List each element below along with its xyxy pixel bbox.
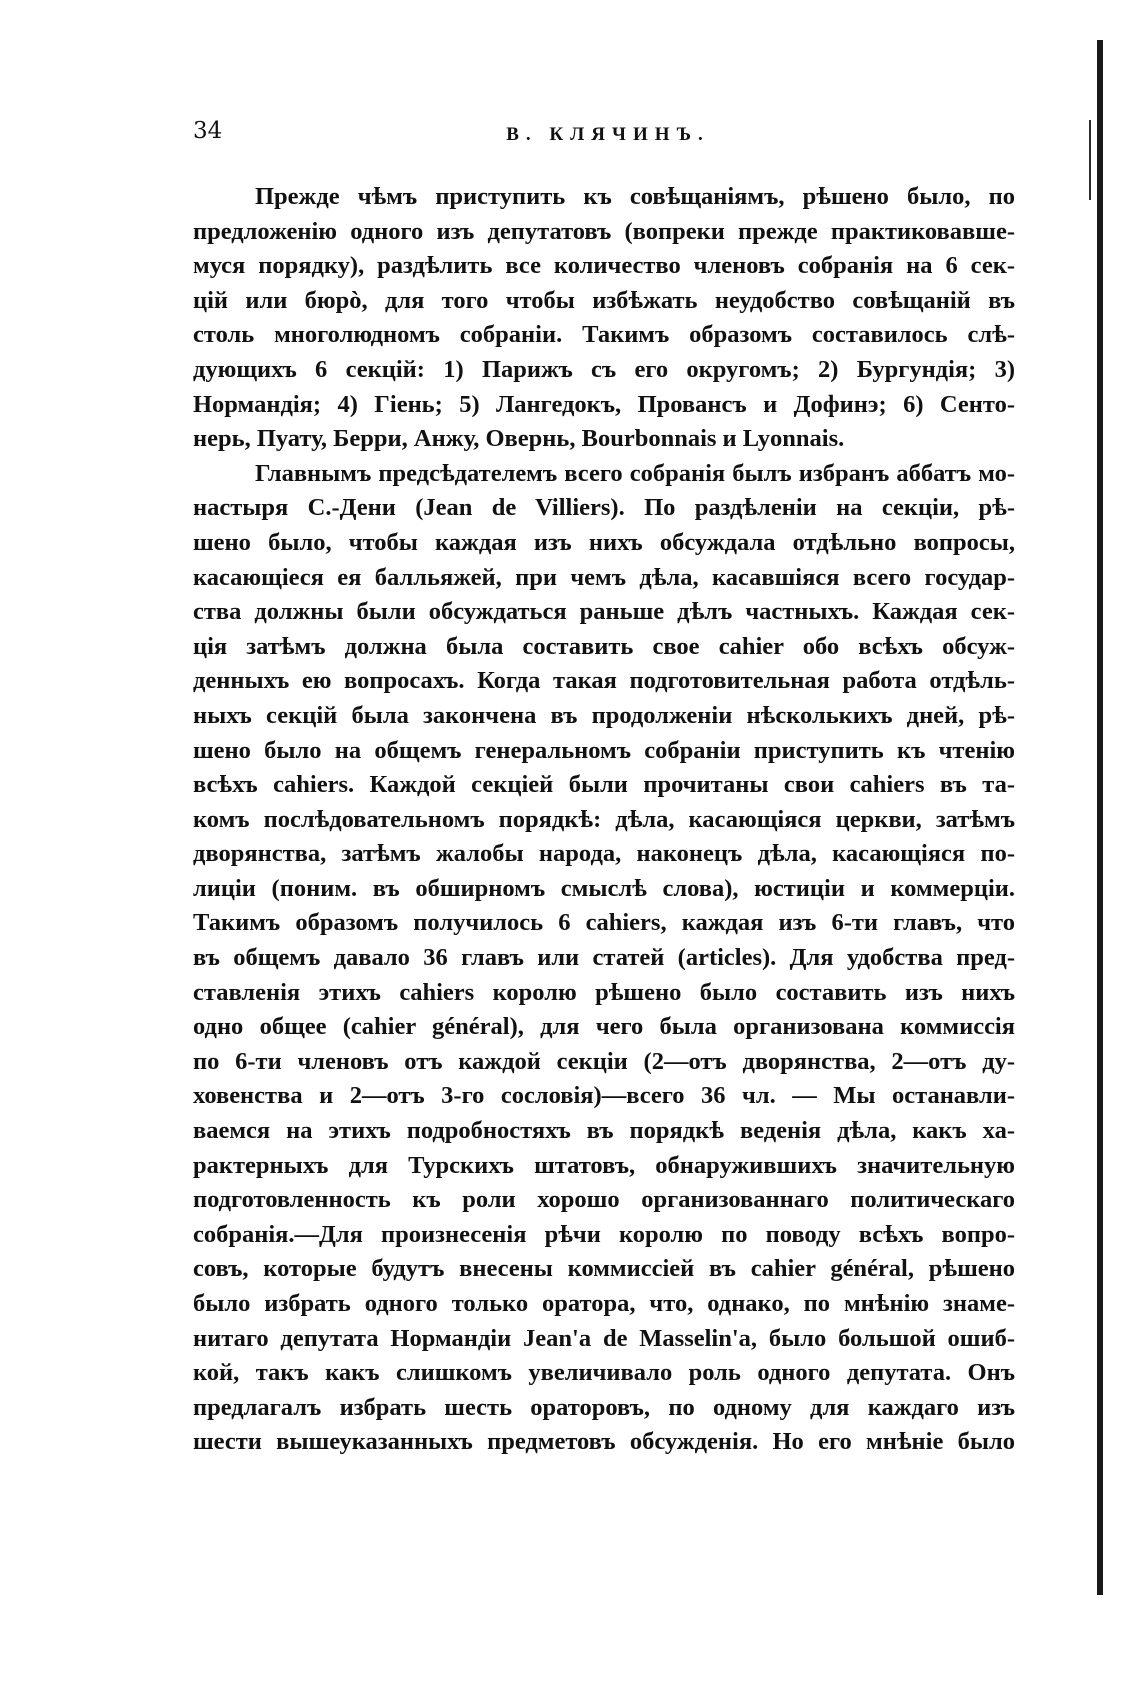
text-line: ція затѣмъ должна была составить свое cahier обо всѣхъ обсуж- xyxy=(193,632,1015,660)
page-header xyxy=(193,112,1023,152)
text-line: ства должны были обсуждаться раньше дѣлъ частныхъ. Каждая сек- xyxy=(193,598,1015,626)
text-line: собранія.—Для произнесенія рѣчи королю по поводу всѣхъ вопро- xyxy=(193,1220,1015,1248)
text-line: денныхъ ею вопросахъ. Когда такая подготовительная работа отдѣль- xyxy=(193,667,1015,695)
text-line: столь многолюдномъ собраніи. Такимъ образомъ составилось слѣ- xyxy=(193,321,1015,349)
text-line: комъ послѣдовательномъ порядкѣ: дѣла, касающіяся церкви, затѣмъ xyxy=(193,805,1015,833)
text-line: шено было, чтобы каждая изъ нихъ обсуждала отдѣльно вопросы, xyxy=(193,528,1015,556)
body-text xyxy=(193,180,1015,1460)
text-line: шено было на общемъ генеральномъ собраніи приступить къ чтенію xyxy=(193,736,1015,764)
running-title: В. КЛЯЧИНЪ. xyxy=(506,124,710,145)
text-line: совъ, которые будутъ внесены коммиссіей въ cahier général, рѣшено xyxy=(193,1255,1015,1283)
text-line: лиціи (поним. въ обширномъ смыслѣ слова), юстиціи и коммерціи. xyxy=(193,874,1015,902)
text-line: одно общее (cahier général), для чего была организована коммиссія xyxy=(193,1013,1015,1041)
text-line: дворянства, затѣмъ жалобы народа, наконецъ дѣла, касающіяся по- xyxy=(193,840,1015,868)
text-line: ставленія этихъ cahiers королю рѣшено было составить изъ нихъ xyxy=(193,978,1015,1006)
text-line: цій или бюрò, для того чтобы избѣжать неудобство совѣщаній въ xyxy=(193,286,1015,314)
text-line: ховенства и 2—отъ 3-го сословія)—всего 36 чл. — Мы останавли- xyxy=(193,1082,1015,1110)
page-number: 34 xyxy=(193,118,223,144)
text-line: въ общемъ давало 36 главъ или статей (articles). Для удобства пред- xyxy=(193,944,1015,972)
text-line: муся порядку), раздѣлить все количество членовъ собранія на 6 сек- xyxy=(193,252,1015,280)
text-line: предлагалъ избрать шесть ораторовъ, по одному для каждаго изъ xyxy=(193,1393,1015,1421)
text-line: было избрать одного только оратора, что, однако, по мнѣнію знаме- xyxy=(193,1290,1015,1317)
text-line: Нормандія; 4) Гіень; 5) Лангедокъ, Провансъ и Дофинэ; 6) Сенто- xyxy=(193,390,1015,418)
binding-edge-rule xyxy=(1097,40,1103,1595)
text-line: нитаго депутата Нормандіи Jean'a de Masselin'a, было большой ошиб- xyxy=(193,1324,1015,1352)
text-line: ваемся на этихъ подробностяхъ въ порядкѣ веденія дѣла, какъ ха- xyxy=(193,1117,1015,1145)
text-line: всѣхъ cahiers. Каждой секціей были прочитаны свои cahiers въ та- xyxy=(193,771,1015,799)
text-line: рактерныхъ для Турскихъ штатовъ, обнаружившихъ значительную xyxy=(193,1151,1015,1179)
text-line: по 6-ти членовъ отъ каждой секціи (2—отъ дворянства, 2—отъ ду- xyxy=(193,1047,1015,1075)
text-line: Главнымъ предсѣдателемъ всего собранія былъ избранъ аббатъ мо- xyxy=(255,459,1015,487)
text-line: подготовленность къ роли хорошо организованнаго политическаго xyxy=(193,1186,1015,1214)
text-line: дующихъ 6 секцій: 1) Парижъ съ его округомъ; 2) Бургундія; 3) xyxy=(193,355,1015,383)
text-line: предложенію одного изъ депутатовъ (вопреки прежде практиковавше- xyxy=(193,217,1015,245)
binding-edge-mark xyxy=(1089,120,1091,200)
text-line: Такимъ образомъ получилось 6 cahiers, каждая изъ 6-ти главъ, что xyxy=(193,909,1015,937)
text-line: кой, такъ какъ слишкомъ увеличивало роль одного депутата. Онъ xyxy=(193,1359,1015,1387)
text-line: касающіеся ея балльяжей, при чемъ дѣла, касавшіяся всего государ- xyxy=(193,563,1015,591)
text-line: нерь, Пуату, Берри, Анжу, Овернь, Bourbonnais и Lyonnais. xyxy=(193,425,845,453)
text-line: Прежде чѣмъ приступить къ совѣщаніямъ, рѣшено было, по xyxy=(255,183,1015,210)
text-line: настыря С.-Дени (Jean de Villiers). По раздѣленіи на секціи, рѣ- xyxy=(193,494,1015,522)
text-line: ныхъ секцій была закончена въ продолженіи нѣсколькихъ дней, рѣ- xyxy=(193,701,1015,729)
text-line: шести вышеуказанныхъ предметовъ обсужденія. Но его мнѣніе было xyxy=(193,1428,1015,1456)
